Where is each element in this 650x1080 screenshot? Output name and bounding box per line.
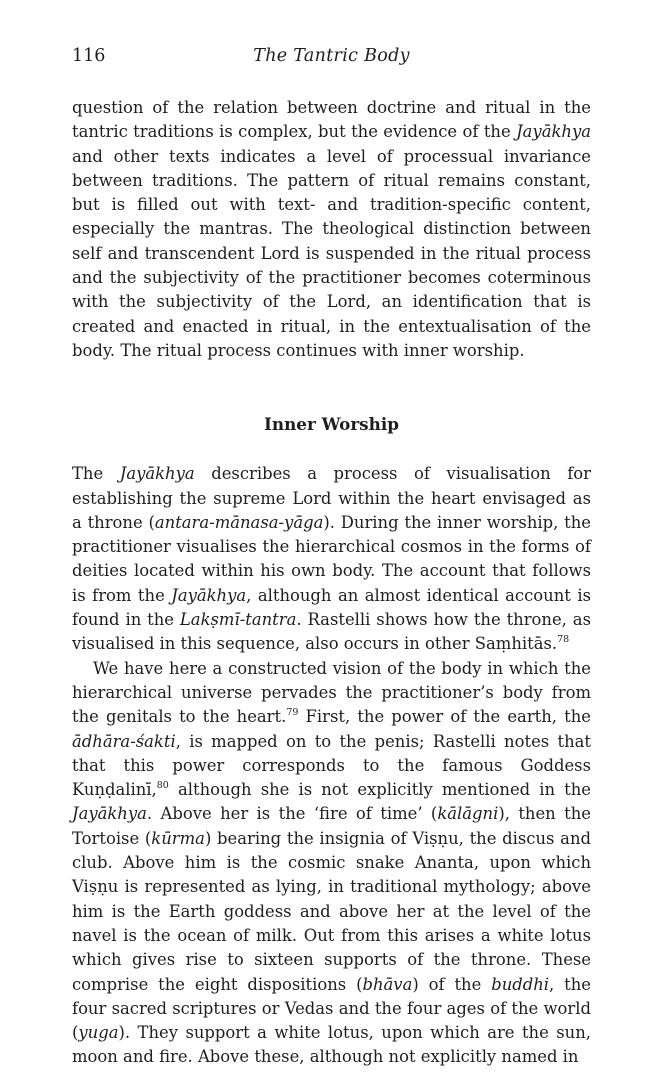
title-jayakhya: Jayākhya: [72, 804, 147, 824]
title-jayakhya: Jayākhya: [516, 122, 591, 142]
paragraph-1: question of the relation between doctrine and ritual in the tantric traditions is complex, but the evidence of the Jayākhya and other texts indicates a level of processual invariance between traditions. The pattern of ritual remains constant, but is filled out with text- and tradition-specific content, especially the mantras. The theological distinction between self and transcendent Lord is suspended in the ritual process and the subjectivity of the practitioner becomes coterminous with the subjectivity of the Lord, an identification that is created and enacted in ritual, in the entextualisation of the body. The ritual process continues with inner worship.: [72, 98, 591, 360]
term-adhara-sakti: ādhāra-śakti: [72, 731, 176, 751]
term-buddhi: buddhi: [491, 974, 550, 994]
term-bhava: bhāva: [362, 974, 413, 994]
term-antara-manasa-yaga: antara-mānasa-yāga: [154, 512, 324, 532]
term-yuga: yuga: [78, 1023, 119, 1043]
running-head: [72, 46, 591, 74]
paragraph-3: We have here a constructed vision of the body in which the hierarchical universe pervades the practitioner’s body from the genitals to the heart.$^{79}$ First, the power of the earth, the ādhāra-śakti, is mapped on to the penis; Rastelli notes that that this power corresponds to the famous Goddess Kuṇḍalinī,$^{80}$ although she is not explicitly mentioned in the Jayākhya. Above her is the ‘fire of time’ (kālāgni), then the Tortoise (kūrma) bearing the insignia of Viṣṇu, the discus and club. Above him is the cosmic snake Ananta, upon which Viṣṇu is represented as lying, in traditional mythology; above him is the Earth goddess and above her at the level of the navel is the ocean of milk. Out from this arises a white lotus which gives rise to sixteen supports of the throne. These comprise the eight dispositions (bhāva) of the buddhi, the four sacred scriptures or Vedas and the four ages of the world (yuga). They support a white lotus, upon which are the sun, moon and fire. Above these, although not explicitly named in: [72, 658, 591, 1067]
title-laksmi-tantra: Lakṣmī-tantra: [179, 610, 297, 630]
footnote-ref-78[interactable]: 78: [557, 634, 570, 646]
section-heading: Inner Worship: [264, 414, 399, 435]
title-jayakhya: Jayākhya: [119, 464, 195, 484]
paragraph-2: The Jayākhya describes a process of visualisation for establishing the supreme Lord within the heart envisaged as a throne (antara-mānasa-yāga). During the inner worship, the practitioner visualises the hierarchical cosmos in the forms of deities located within his own body. The account that follows is from the Jayākhya, although an almost identical account is found in the Lakṣmī-tantra. Rastelli shows how the throne, as visualised in this sequence, also occurs in other Saṃhitās.$^{78}$: [72, 464, 591, 654]
term-kalagni: kālāgni: [437, 804, 499, 824]
title-jayakhya: Jayākhya: [171, 585, 247, 605]
body-text: [72, 96, 591, 1070]
footnote-ref-80[interactable]: 80: [156, 780, 169, 792]
running-title: The Tantric Body: [253, 46, 410, 66]
page-number: 116: [72, 46, 106, 66]
term-kurma: kūrma: [151, 828, 205, 848]
footnote-ref-79[interactable]: 79: [286, 707, 299, 719]
